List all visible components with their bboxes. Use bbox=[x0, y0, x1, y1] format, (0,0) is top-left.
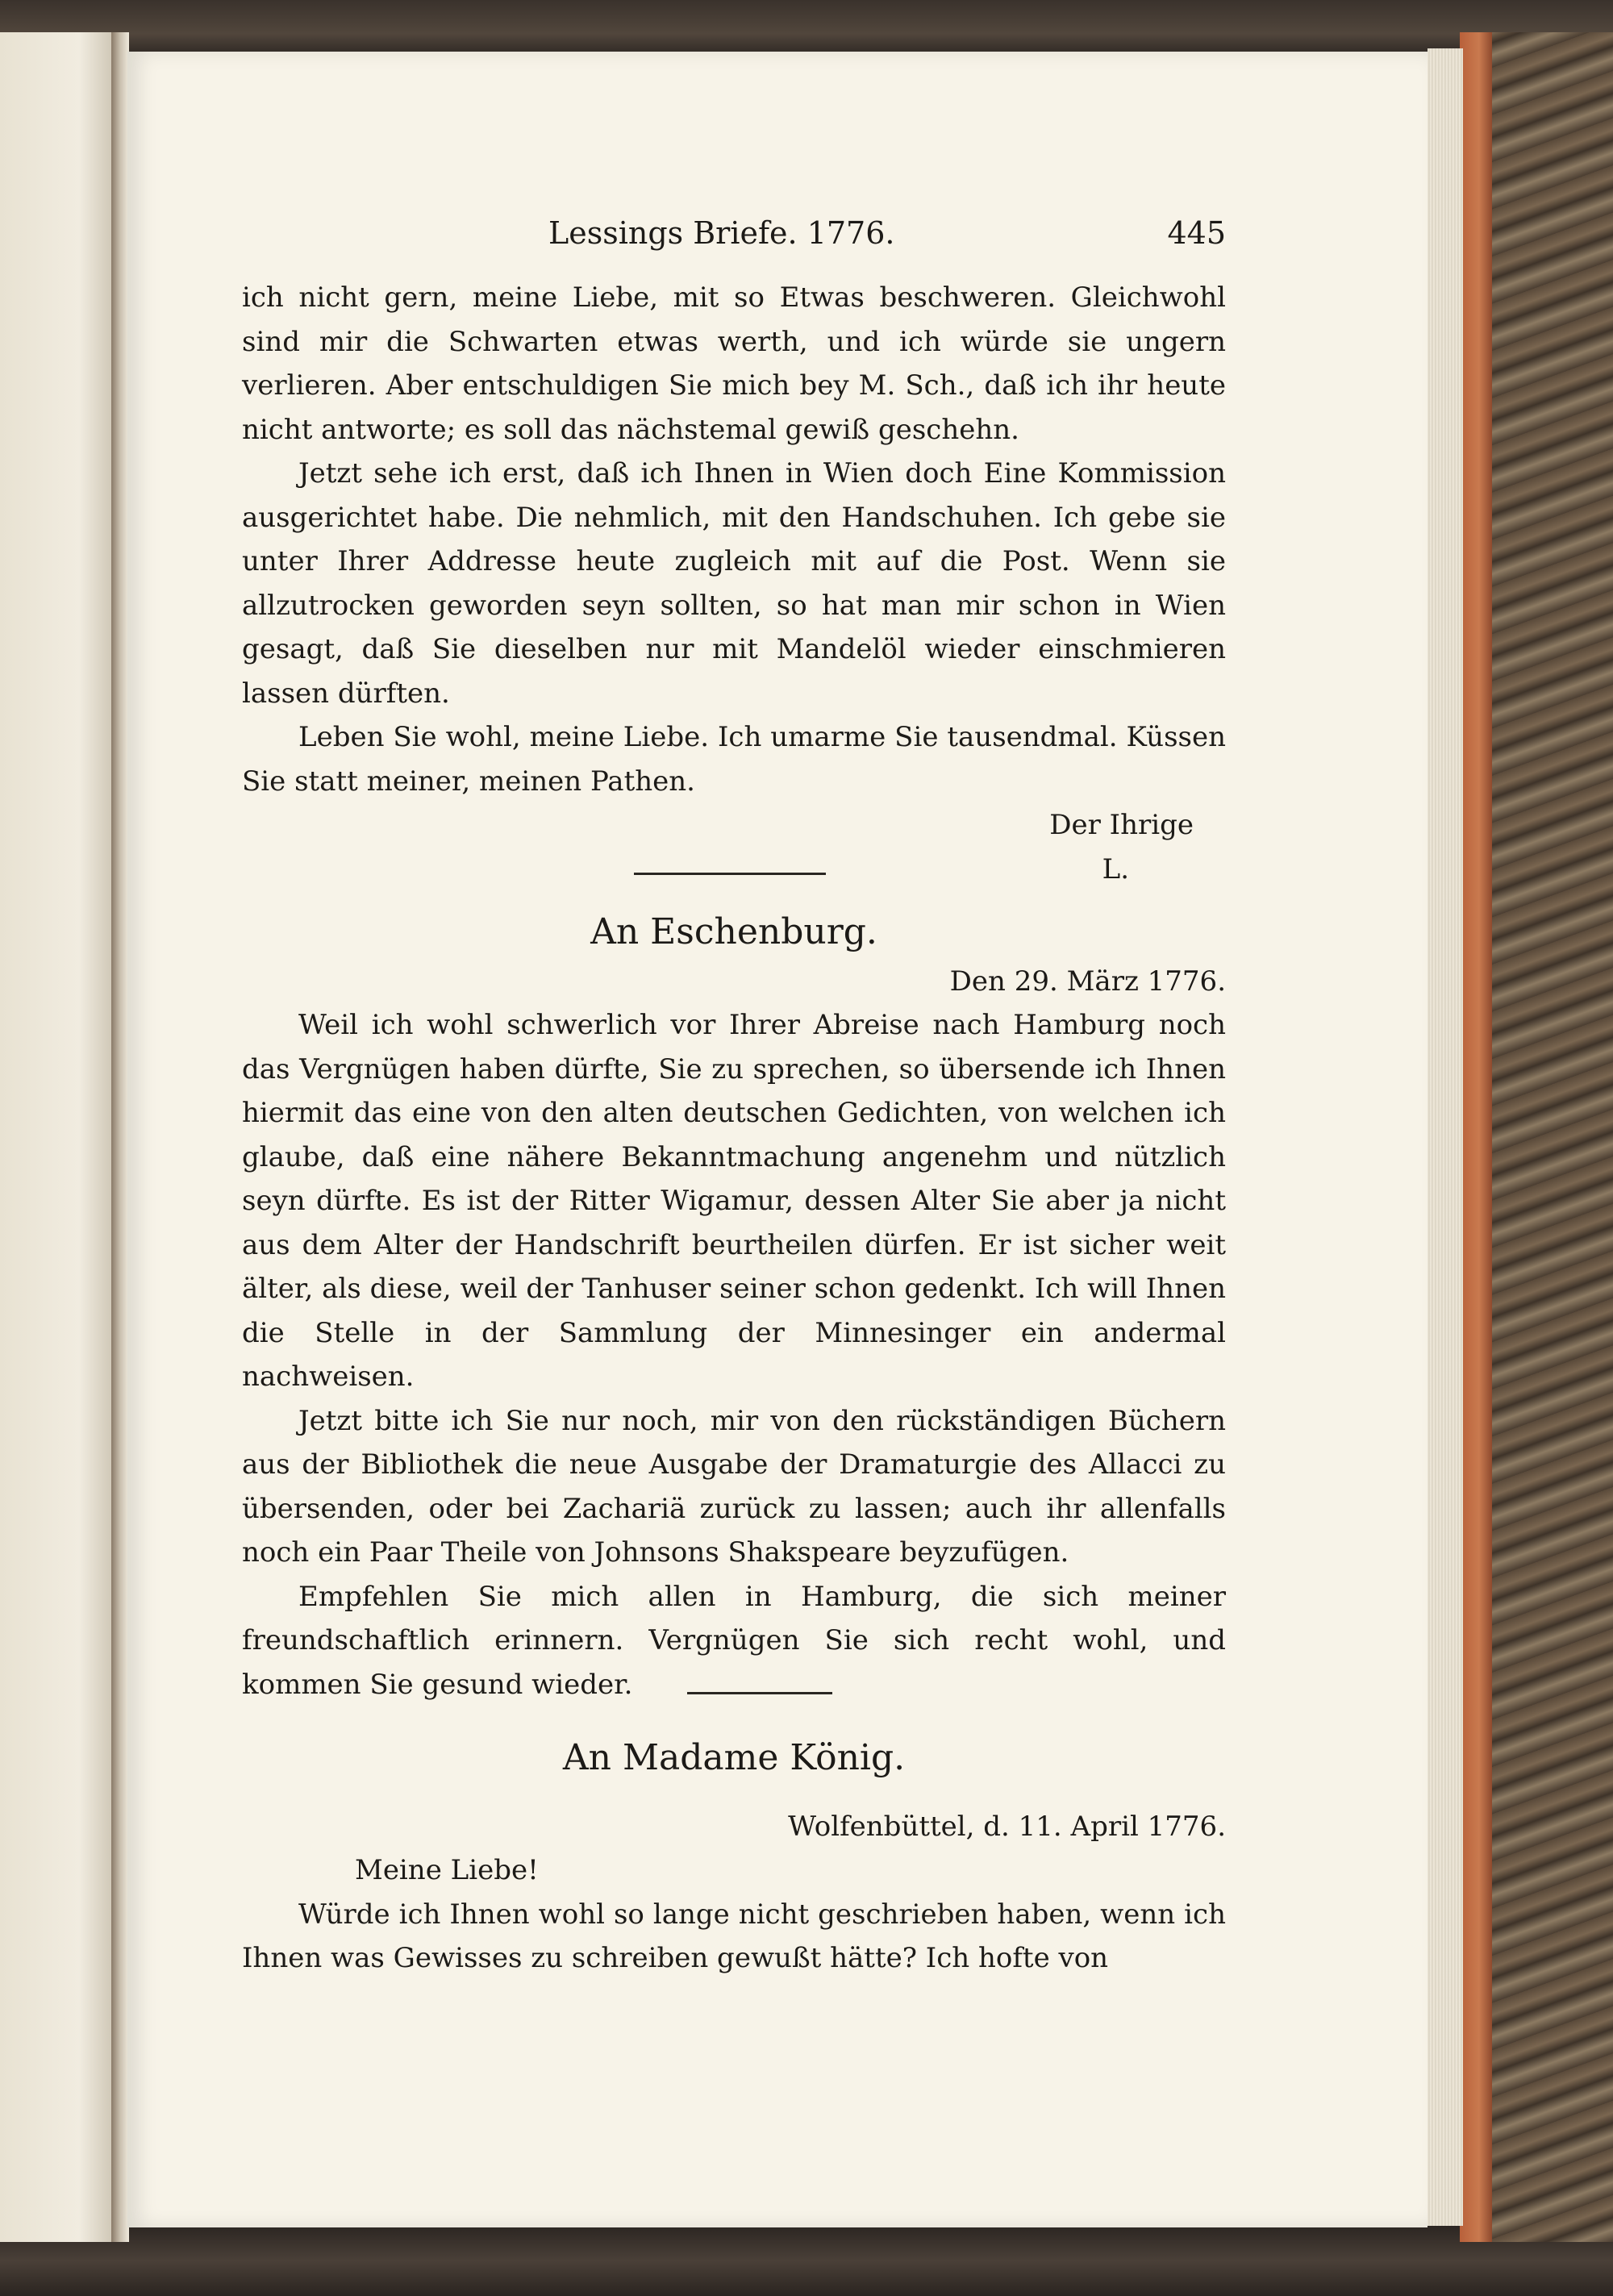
paragraph: Weil ich wohl schwerlich vor Ihrer Abreise nach Hamburg noch das Vergnügen haben dürfte, Sie zu sprechen, so übersende ich Ihnen hiermit das eine von den alten deutschen Gedichten, von welchen ich glaube, daß eine nähere Bekanntmachung angenehm und nützlich seyn dürfte. Es ist der Ritter Wigamur, dessen Alter Sie aber ja nicht aus dem Alter der Handschrift beurtheilen dürfen. Er ist sicher weit älter, als diese, weil der Tanhuser seiner schon gedenkt. Ich will Ihnen die Stelle in der Sammlung der Minnesinger ein andermal nachweisen. bbox=[242, 1009, 1226, 1393]
page-number: 445 bbox=[1167, 215, 1226, 251]
closing: Der Ihrige bbox=[1049, 809, 1194, 841]
letter-heading: An Eschenburg. bbox=[590, 911, 877, 952]
letter-date: Den 29. März 1776. bbox=[949, 965, 1226, 998]
section-divider bbox=[634, 873, 826, 875]
letter-2-body bbox=[242, 1003, 1226, 1706]
paragraph: Empfehlen Sie mich allen in Hamburg, die sich meiner freundschaftlich erinnern. Vergnügen Sie sich recht wohl, und kommen Sie gesund wieder. bbox=[242, 1580, 1226, 1701]
section-divider bbox=[687, 1692, 832, 1694]
letter-date: Wolfenbüttel, d. 11. April 1776. bbox=[788, 1811, 1226, 1843]
cover-edge bbox=[1460, 32, 1492, 2242]
paragraph: Jetzt bitte ich Sie nur noch, mir von den rückständigen Büchern aus der Bibliothek die neue Ausgabe der Dramaturgie des Allacci zu übersenden, oder bei Zachariä zurück zu lassen; auch ihr allenfalls noch ein Paar Theile von Johnsons Shakspeare beyzufügen. bbox=[242, 1404, 1226, 1569]
salutation: Meine Liebe! bbox=[355, 1854, 539, 1886]
book-edge-top bbox=[0, 0, 1613, 56]
facing-page-edge bbox=[0, 32, 113, 2242]
book-edge-bottom bbox=[0, 2226, 1613, 2296]
signature: L. bbox=[1102, 852, 1129, 885]
running-header bbox=[242, 211, 1226, 255]
letter-1-body bbox=[242, 276, 1226, 891]
paragraph: ich nicht gern, meine Liebe, mit so Etwas beschweren. Gleichwohl sind mir die Schwarten etwas werth, und ich würde sie ungern verlieren. Aber entschuldigen Sie mich bey M. Sch., daß ich ihr heute nicht antworte; es soll das nächstemal gewiß geschehn. bbox=[242, 281, 1226, 446]
spine-gutter bbox=[111, 32, 129, 2242]
paragraph: Würde ich Ihnen wohl so lange nicht geschrieben haben, wenn ich Ihnen was Gewisses zu schreiben gewußt hätte? Ich hofte von bbox=[242, 1898, 1226, 1974]
paragraph: Leben Sie wohl, meine Liebe. Ich umarme Sie tausendmal. Küssen Sie statt meiner, meinen Pathen. bbox=[242, 721, 1226, 798]
running-title: Lessings Briefe. 1776. bbox=[548, 215, 895, 251]
letter-heading: An Madame König. bbox=[562, 1737, 906, 1778]
letter-3-body bbox=[242, 1848, 1226, 1981]
paragraph: Jetzt sehe ich erst, daß ich Ihnen in Wien doch Eine Kommission ausgerichtet habe. Die nehmlich, mit den Handschuhen. Ich gebe sie unter Ihrer Addresse heute zugleich mit auf die Post. Wenn sie allzutrocken geworden seyn sollten, so hat man mir schon in Wien gesagt, daß Sie dieselben nur mit Mandelöl wieder einschmieren lassen dürften. bbox=[242, 457, 1226, 710]
page-stack-edge bbox=[1428, 48, 1463, 2226]
